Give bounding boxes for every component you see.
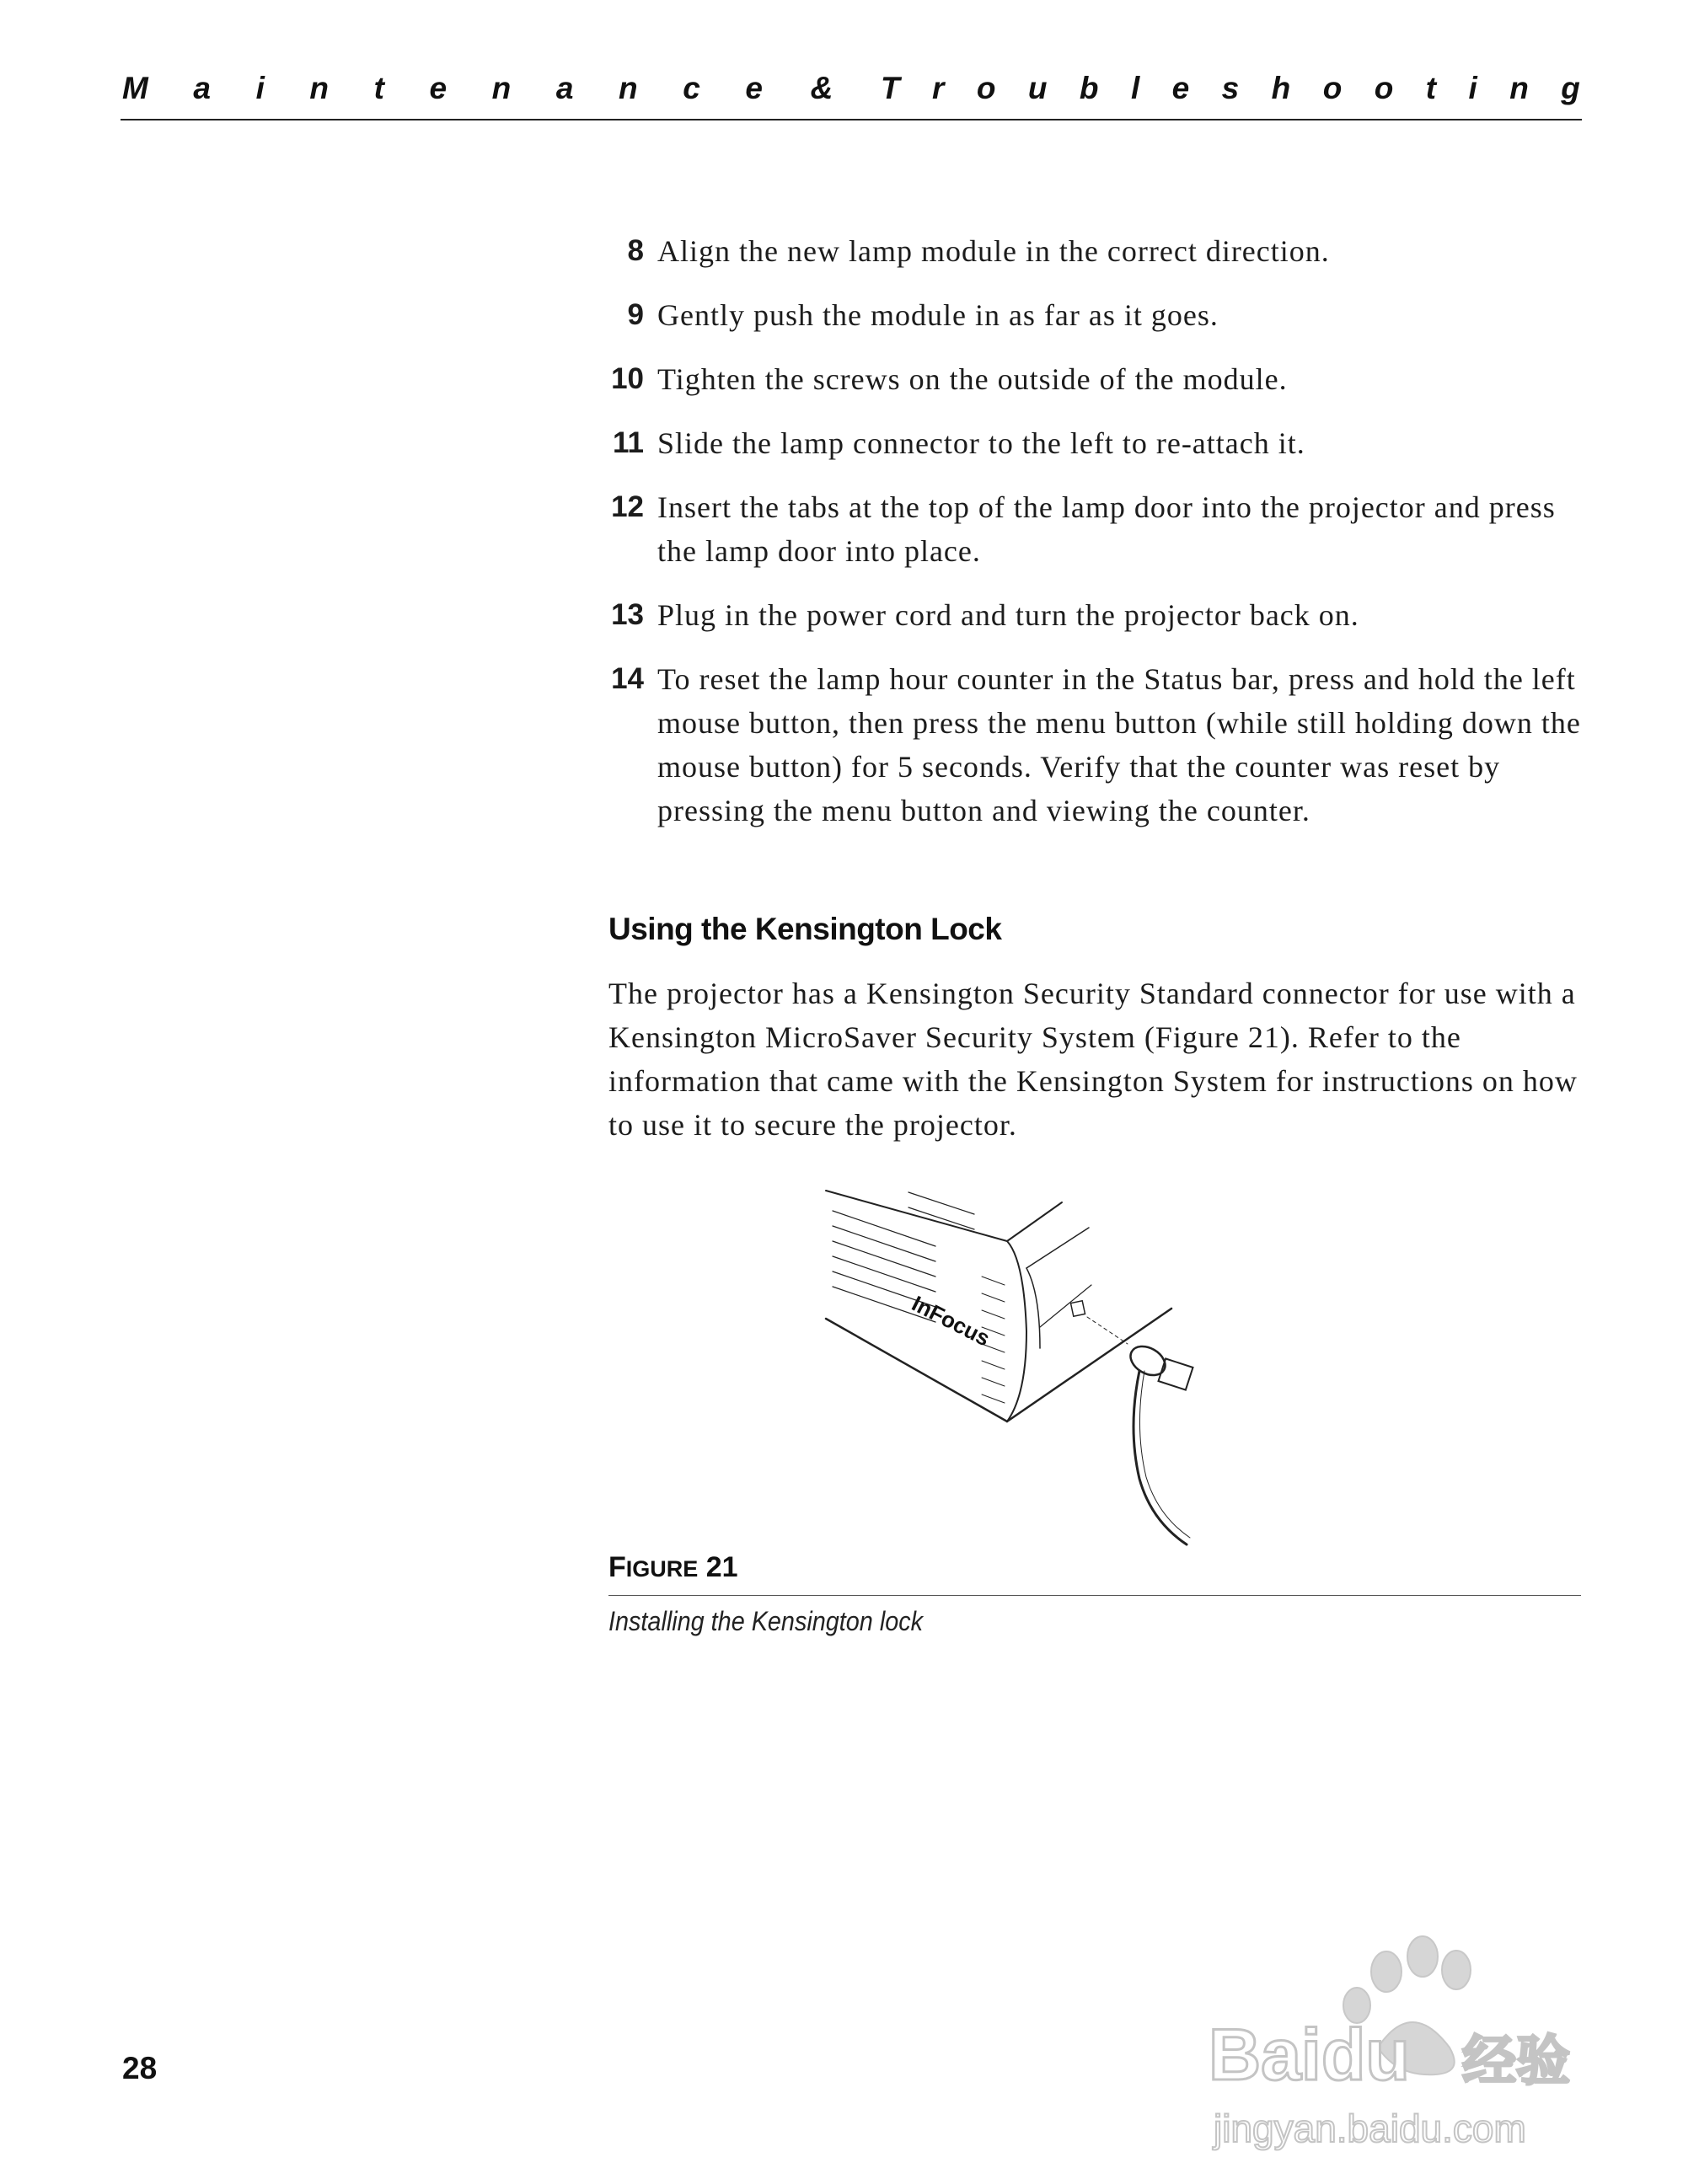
projector-side-inner-curve: [1026, 1268, 1040, 1348]
watermark-brand: Baidu: [1209, 2015, 1410, 2096]
running-head-letter: l: [1130, 71, 1140, 105]
watermark-url: jingyan.baidu.com: [1214, 2106, 1526, 2150]
figure-caption: Installing the Kensington lock: [608, 1606, 924, 1636]
step-item: [608, 657, 1586, 832]
running-head-letter: n: [491, 71, 512, 105]
step-list: [608, 229, 1586, 853]
lock-key: [1159, 1358, 1193, 1389]
running-head-letter: e: [1171, 71, 1190, 105]
vent-line: [833, 1226, 935, 1261]
step-item: [608, 229, 1586, 273]
running-head-letter: a: [555, 71, 574, 105]
running-head-letter: o: [1322, 71, 1343, 105]
step-number: 8: [627, 234, 644, 267]
figure-label-word: IGURE: [625, 1556, 699, 1582]
lock-slot: [1070, 1301, 1085, 1317]
step-number: 10: [611, 362, 644, 395]
vent-line: [982, 1378, 1005, 1386]
vent-line: [982, 1277, 1005, 1285]
running-head-letter: i: [255, 71, 265, 105]
running-head-letter: a: [193, 71, 211, 105]
running-head-letter: r: [932, 71, 945, 105]
step-number: 12: [611, 490, 644, 523]
vent-line: [833, 1256, 935, 1292]
running-head-letter: n: [309, 71, 330, 105]
running-head-letter: c: [683, 71, 700, 105]
step-item: [608, 421, 1586, 465]
step-text: Slide the lamp connector to the left to re-attach it.: [657, 426, 1305, 460]
step-text: Tighten the screws on the outside of the module.: [657, 362, 1288, 396]
projector-top-edge: [826, 1191, 1007, 1241]
lock-cable-inner: [1139, 1371, 1190, 1538]
running-head-letter: T: [881, 71, 900, 105]
lock-head: [1125, 1341, 1170, 1381]
section-heading: Using the Kensington Lock: [608, 912, 1002, 946]
step-number: 9: [627, 298, 644, 331]
step-text: To reset the lamp hour counter in the Status bar, press and hold the left mouse button, then press the menu button (while still holding down the mouse button) for 5 seconds. Verify that the counter was reset by pressing the menu button and viewing the counter.: [657, 662, 1581, 827]
infocus-logo: InFocus: [908, 1290, 994, 1352]
lock-cable: [1134, 1371, 1187, 1544]
figure-number: 21: [705, 1551, 738, 1583]
running-head-letter: o: [1374, 71, 1394, 105]
running-head-letter: g: [1561, 71, 1580, 105]
vent-line: [982, 1310, 1005, 1319]
projector-side-bottom-edge: [1007, 1309, 1171, 1421]
step-number: 14: [611, 662, 644, 695]
vent-line: [982, 1361, 1005, 1369]
step-text: Align the new lamp module in the correct direction.: [657, 234, 1330, 268]
running-head-letter: u: [1027, 71, 1048, 105]
running-head-word-1: [122, 71, 763, 106]
watermark-brand-suffix: 经验: [1462, 2031, 1570, 2093]
running-head: [122, 71, 1580, 106]
projector-corner-curve: [1007, 1241, 1026, 1421]
step-item: [608, 593, 1586, 637]
page-number: 28: [122, 2051, 158, 2085]
step-text: Plug in the power cord and turn the projector back on.: [657, 598, 1359, 632]
running-head-letter: M: [122, 71, 148, 105]
figure-label: [608, 1551, 738, 1584]
baidu-watermark: [1197, 1921, 1618, 2165]
running-head-word-3: [881, 71, 1580, 106]
vent-line: [982, 1293, 1005, 1302]
figure-label-initial: F: [608, 1551, 626, 1583]
step-text: Gently push the module in as far as it goes.: [657, 298, 1219, 332]
body-paragraph: The projector has a Kensington Security Standard connector for use with a Kensington MicroSaver Security System (Figure 21). Refer to the information that came with the Kensington System for instructions on how to use it to secure the projector.: [608, 977, 1578, 1142]
running-head-letter: t: [1425, 71, 1437, 105]
step-number: 13: [611, 598, 644, 631]
running-head-letter: n: [619, 71, 638, 105]
running-head-letter: o: [976, 71, 996, 105]
running-head-letter: n: [1509, 71, 1529, 105]
running-head-ampersand: &: [810, 71, 833, 105]
running-head-letter: e: [745, 71, 763, 105]
running-head-letter: e: [429, 71, 448, 105]
header-rule: [121, 119, 1582, 120]
running-head-letter: i: [1468, 71, 1477, 105]
running-head-letter: b: [1079, 71, 1099, 105]
vent-line: [982, 1394, 1005, 1403]
step-item: [608, 357, 1586, 401]
step-item: [608, 293, 1586, 337]
projector-side-mid-edge: [1026, 1228, 1089, 1268]
running-head-letter: t: [373, 71, 384, 105]
lock-guide-line: [1087, 1317, 1128, 1344]
kensington-lock-figure: [809, 1175, 1365, 1546]
projector-side-top-edge: [1007, 1202, 1062, 1241]
running-head-letter: h: [1271, 71, 1291, 105]
vent-line: [833, 1241, 935, 1277]
step-number: 11: [613, 426, 644, 459]
figure-rule: [608, 1595, 1581, 1596]
step-text: Insert the tabs at the top of the lamp door into the projector and press the lamp door into place.: [657, 490, 1556, 568]
step-item: [608, 485, 1586, 573]
running-head-letter: s: [1221, 71, 1240, 105]
